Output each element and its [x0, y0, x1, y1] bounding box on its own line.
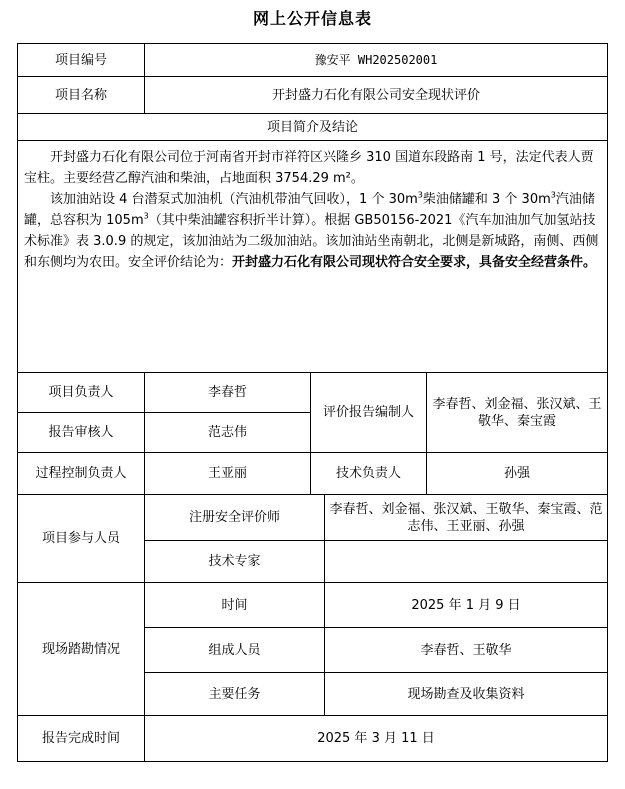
survey-members-label: 组成人员 — [145, 628, 325, 673]
reviewer-value: 范志伟 — [145, 413, 311, 453]
participants-label: 项目参与人员 — [18, 495, 145, 583]
process-label: 过程控制负责人 — [18, 453, 145, 495]
process-value: 王亚丽 — [145, 453, 311, 495]
row-project-name — [18, 77, 608, 114]
row-intro-header — [18, 114, 608, 141]
assessors-value: 李春哲、刘金福、张汉斌、王敬华、秦宝霞、范志伟、王亚丽、孙强 — [325, 495, 608, 541]
compiler-value: 李春哲、刘金福、张汉斌、王敬华、秦宝霞 — [427, 373, 608, 453]
row-project-no — [18, 44, 608, 77]
row-completion — [18, 716, 608, 762]
project-name-value: 开封盛力石化有限公司安全现状评价 — [145, 77, 608, 114]
row-assessors — [18, 495, 608, 541]
intro-header: 项目简介及结论 — [18, 114, 608, 141]
experts-value — [325, 541, 608, 583]
row-survey-time — [18, 583, 608, 628]
info-table — [17, 43, 608, 762]
row-intro-body — [18, 141, 608, 373]
compiler-label: 评价报告编制人 — [311, 373, 427, 453]
project-name-label: 项目名称 — [18, 77, 145, 114]
project-no-label: 项目编号 — [18, 44, 145, 77]
survey-label: 现场踏勘情况 — [18, 583, 145, 716]
survey-task-label: 主要任务 — [145, 673, 325, 716]
safety-conclusion: 开封盛力石化有限公司现状符合安全要求，具备安全经营条件。 — [232, 255, 597, 270]
leader-value: 李春哲 — [145, 373, 311, 413]
project-no-value: 豫安平 WH202502001 — [145, 44, 608, 77]
intro-paragraph-2: 该加油站设 4 台潜泵式加油机（汽油机带油气回收），1 个 $30m^3$柴油储罐和 3 个 $30m^3$汽油储罐，总容积为 $105m^3$（其中柴油罐容积折半计算）。根据 GB50156-2021《汽车加油加气加氢站技术标准》表 3.0.9 的规定，该加油站为二级加油站。该加油站坐南朝北，北侧是新城路，南侧、西侧和东侧均为农田。安全评价结论为：开封盛力石化有限公司现状符合安全要求，具备安全经营条件。 — [24, 190, 599, 270]
survey-task-value: 现场勘查及收集资料 — [325, 673, 608, 716]
completion-label: 报告完成时间 — [18, 716, 145, 762]
survey-time-value: 2025 年 1 月 9 日 — [325, 583, 608, 628]
row-process — [18, 453, 608, 495]
intro-body — [18, 141, 608, 373]
survey-time-label: 时间 — [145, 583, 325, 628]
reviewer-label: 报告审核人 — [18, 413, 145, 453]
tech-lead-value: 孙强 — [427, 453, 608, 495]
row-leader — [18, 373, 608, 413]
experts-label: 技术专家 — [145, 541, 325, 583]
assessors-label: 注册安全评价师 — [145, 495, 325, 541]
completion-value: 2025 年 3 月 11 日 — [145, 716, 608, 762]
survey-members-value: 李春哲、王敬华 — [325, 628, 608, 673]
intro-paragraph-1: 开封盛力石化有限公司位于河南省开封市祥符区兴隆乡 310 国道东段路南 1 号，法定代表人贾宝柱。主要经营乙醇汽油和柴油，占地面积 3754.29 m²。 — [24, 150, 594, 186]
page-title: 网上公开信息表 — [252, 9, 372, 28]
leader-label: 项目负责人 — [18, 373, 145, 413]
tech-lead-label: 技术负责人 — [311, 453, 427, 495]
